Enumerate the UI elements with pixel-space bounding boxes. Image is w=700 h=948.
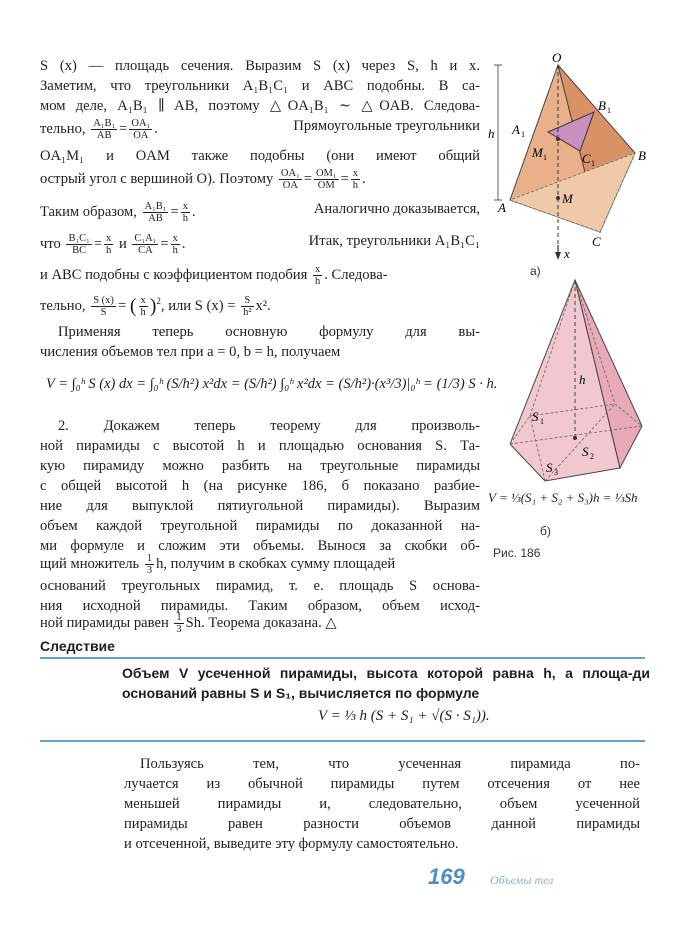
text-line: тельно, $\frac{S (x)}{S}$ = ( $\frac{x}{h}$ )$^2$, или S (x) = $\frac{S}{\text{h²}}$ x². — [40, 295, 271, 319]
svg-text:1: 1 — [543, 153, 547, 162]
svg-text:M: M — [562, 191, 573, 206]
fraction: $\frac{\text{OA₁}}{OA}$ — [131, 118, 151, 141]
text-line: щий множитель $\frac{1}{3}$ h, получим в скобках сумму площадей — [40, 553, 396, 576]
fraction: $\frac{x}{h}$ — [106, 233, 112, 256]
fraction: $\frac{\text{OA₁}}{OA}$ — [280, 168, 300, 191]
svg-text:S: S — [546, 460, 553, 475]
fraction: $\frac{1}{3}$ — [146, 553, 153, 576]
fraction: $\frac{S (x)}{S}$ — [93, 295, 114, 319]
svg-text:h: h — [488, 126, 495, 141]
fraction: $\frac{\text{A₁B₁}}{AB}$ — [144, 201, 167, 224]
text-line: ние для выпуклой пятиугольной пирамиды). Выразим — [40, 498, 480, 514]
fraction: $\frac{x}{h}$ — [182, 201, 188, 224]
exercise-line: меньшей пирамиды и, следовательно, объем усеченной — [124, 796, 640, 812]
point-m1 — [556, 137, 560, 141]
fraction: $\frac{\text{OM₁}}{OM}$ — [315, 168, 337, 191]
svg-text:1: 1 — [521, 130, 525, 139]
svg-text:B: B — [598, 98, 606, 113]
exercise-line: и отсеченной, выведите эту формулу самостоятельно. — [124, 836, 459, 852]
svg-text:S: S — [582, 444, 589, 459]
consequence-text: Объем V усеченной пирамиды, высота которой равна h, а площа-ди оснований равны S и S₁, вычисляется по формуле — [122, 665, 650, 701]
fraction: $\frac{\text{A₁B₁}}{AB}$ — [93, 118, 116, 141]
text-line: объем каждой треугольной пирамиды по доказанной на- — [40, 518, 480, 534]
consequence-top-rule — [40, 657, 645, 659]
figure-b-formula: V = ⅓(S₁ + S₂ + S₃)h = ⅓Sh — [488, 490, 638, 505]
fraction: $\frac{\text{B₁C₁}}{BC}$ — [68, 233, 90, 256]
fraction: $\frac{x}{h}$ — [140, 295, 146, 319]
figure-label: Рис. 186 — [493, 546, 541, 560]
fraction: $\frac{x}{h}$ — [352, 168, 359, 191]
fraction: $\frac{S}{\text{h²}}$ — [243, 295, 252, 319]
text-line: S (x) — площадь сечения. Выразим S (x) через S, h и x. — [40, 58, 480, 74]
fraction: $\frac{x}{h}$ — [314, 264, 321, 287]
svg-text:B: B — [638, 148, 646, 163]
svg-text:S: S — [532, 409, 539, 424]
text-line: мом деле, A₁B₁ ∥ AB, поэтому △OA₁B₁ ∼ △OAB. Следова- — [40, 98, 480, 114]
figure-a-caption: а) — [530, 264, 541, 278]
svg-text:x: x — [564, 246, 570, 261]
text-line: острый угол с вершиной O). Поэтому $\frac{\text{OA₁}}{OA}$ = $\frac{\text{OM₁}}{OM}$ = $\frac{x}{h}$ . — [40, 168, 366, 191]
text-line: Таким образом, $\frac{\text{A₁B₁}}{AB}$ = $\frac{x}{h}$ . Аналогично доказывается, — [40, 201, 480, 224]
exercise-line: Пользуясь тем, что усеченная пирамида по- — [140, 756, 640, 772]
fraction: $\frac{x}{h}$ — [172, 233, 178, 256]
fraction: $\frac{1}{3}$ — [176, 612, 182, 635]
figure-186b — [490, 276, 660, 491]
fraction: $\frac{\text{C₁A₁}}{CA}$ — [134, 233, 157, 256]
exercise-line: пирамиды равен разности объемов данной пирамиды — [124, 816, 640, 832]
text-line: ния исходной пирамиды. Таким образом, объем исход- — [40, 598, 480, 614]
truncated-pyramid-formula: V = ⅓ h (S + S₁ + √(S · S₁)). — [318, 708, 490, 724]
consequence-bottom-rule — [40, 740, 645, 742]
svg-text:3: 3 — [554, 468, 558, 477]
text-line: и ABC подобны с коэффициентом подобия $\frac{x}{h}$ . Следова- — [40, 264, 388, 287]
svg-text:A: A — [512, 122, 520, 137]
text-line: Применяя теперь основную формулу для вы- — [58, 324, 480, 340]
figure-b-caption: б) — [540, 524, 551, 538]
svg-text:1: 1 — [591, 159, 595, 168]
text-line: числения объемов тел при a = 0, b = h, получаем — [40, 344, 341, 360]
svg-text:M: M — [532, 145, 543, 160]
text-line: ми формуле и сложим эти объемы. Вынося за скобки об- — [40, 538, 480, 554]
text-line: OA₁M₁ и OAM также подобны (они имеют общий — [40, 148, 480, 164]
page-number: 169 — [428, 864, 465, 889]
text-line: тельно, $\frac{\text{A₁B₁}}{AB}$ = $\frac{\text{OA₁}}{OA}$ . Прямоугольные треугольники — [40, 118, 480, 141]
svg-text:1: 1 — [540, 417, 544, 426]
text-line: оснований треугольных пирамид, т. е. площадь S основа- — [40, 578, 480, 594]
exercise-line: лучается из обычной пирамиды путем отсечения от нее — [124, 776, 640, 792]
text-line: ной пирамиды с высотой h и площадью основания S. Та- — [40, 438, 480, 454]
svg-text:2: 2 — [590, 452, 594, 461]
svg-text:A: A — [498, 200, 506, 215]
figure-186a — [480, 50, 655, 280]
text-line: с общей высотой h (на рисунке 186, б показано разбие- — [40, 478, 480, 494]
svg-text:1: 1 — [607, 106, 611, 115]
svg-text:C: C — [582, 151, 591, 166]
text-line: кую пирамиду можно разбить на треугольные пирамиды — [40, 458, 480, 474]
svg-text:O: O — [552, 50, 562, 65]
point-m — [556, 196, 560, 200]
consequence-title: Следствие — [40, 638, 115, 654]
svg-text:C: C — [592, 234, 601, 249]
running-title: Объемы тел — [490, 873, 554, 887]
svg-text:h: h — [579, 372, 586, 387]
text-line: 2. Докажем теперь теорему для произволь- — [58, 418, 480, 434]
text-line: Заметим, что треугольники A₁B₁C₁ и ABC подобны. В са- — [40, 78, 480, 94]
volume-integral-formula: V = ∫₀ʰ S (x) dx = ∫₀ʰ (S/h²) x²dx = (S/h²) ∫₀ʰ x²dx = (S/h²)·(x³/3)|₀ʰ = (1/3) S · h. — [46, 376, 498, 392]
text-line: ной пирамиды равен $\frac{1}{3}$ Sh. Теорема доказана. △ — [40, 612, 337, 635]
axis-arrow — [555, 252, 561, 260]
text-line: что $\frac{\text{B₁C₁}}{BC}$ = $\frac{x}{h}$ и $\frac{\text{C₁A₁}}{CA}$ = $\frac{x}{h}$ . Итак, треугольники A₁B₁C₁ — [40, 233, 480, 256]
